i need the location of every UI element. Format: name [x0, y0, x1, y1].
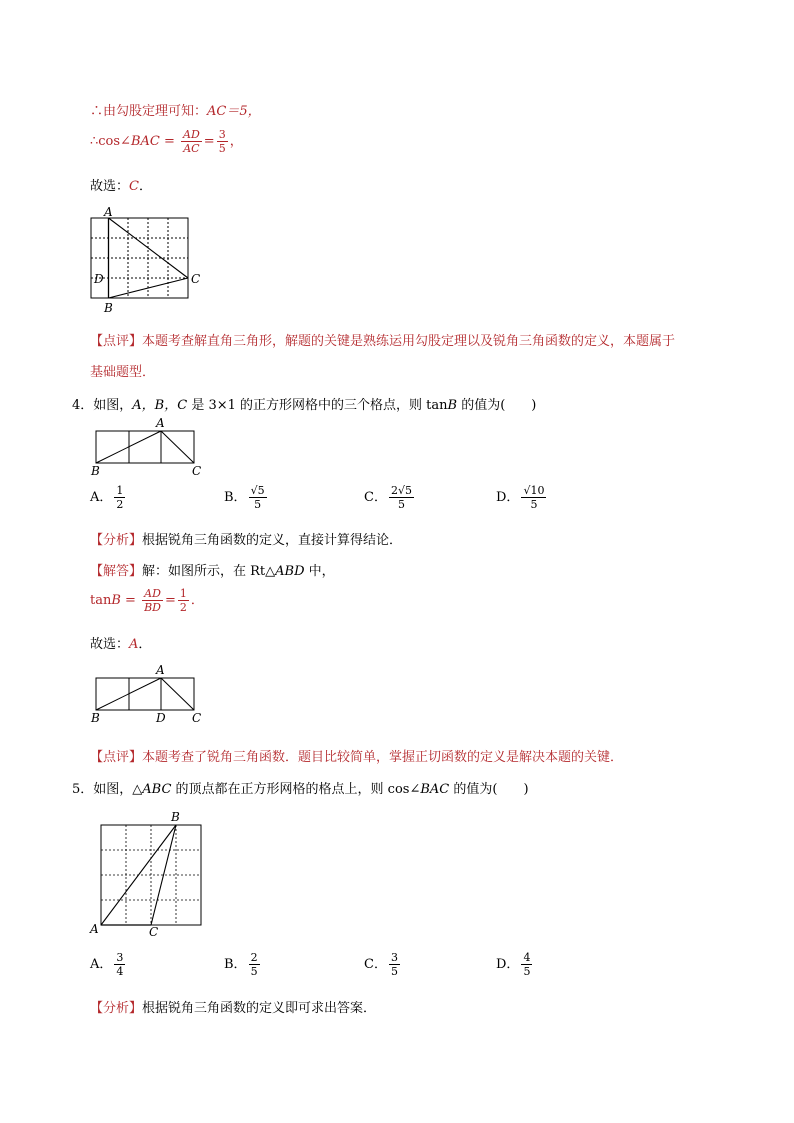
q5-number: 5．: [72, 782, 94, 797]
q4-option-a-num: 1: [116, 484, 124, 497]
q5-stem-angle: BAC: [420, 782, 450, 797]
prev-line2-end: ，: [229, 134, 243, 149]
prev-comment-tag: 【点评】: [90, 334, 143, 349]
q4s-side-ac: [161, 678, 194, 710]
prev-answer-line: [90, 175, 152, 194]
q4-option-d[interactable]: [496, 484, 548, 511]
q4-stem-vars: A，B，C: [132, 398, 188, 413]
prev-comment: [90, 330, 675, 349]
q5-analysis-tag: 【分析】: [90, 1001, 143, 1016]
q4-eq: =: [165, 593, 176, 608]
q4-analysis: [90, 529, 402, 548]
q4-option-b[interactable]: [224, 484, 269, 511]
q5-option-d-den: 5: [523, 965, 531, 978]
q4-option-c-den: 5: [397, 498, 405, 511]
q4-option-b-den: 5: [254, 498, 262, 511]
q5-grid-dashes: [101, 825, 201, 925]
q4s-label-a: A: [156, 663, 165, 677]
q4-comment-tag: 【点评】: [90, 750, 143, 765]
q5-option-b-frac: [249, 951, 260, 978]
prev-line1-text: ∴由勾股定理可知：: [90, 104, 208, 119]
q4-label-b: B: [91, 464, 100, 478]
q5-option-d[interactable]: [496, 951, 534, 978]
prev-cos-line: [90, 128, 243, 155]
prev-cos-eq: =: [159, 134, 180, 149]
q4-stem: [72, 394, 536, 413]
q5-stem-a: 如图，△: [93, 782, 143, 797]
q4-frac1-den: BD: [144, 601, 161, 614]
prev-frac1-num: AD: [183, 128, 200, 141]
prev-eq: =: [203, 134, 215, 149]
q5-figure: [88, 808, 208, 938]
q4-option-b-num: √5: [250, 484, 265, 497]
q4-choose-line: [90, 633, 151, 652]
q4-option-d-den: 5: [530, 498, 538, 511]
q5-side-ab: [101, 825, 176, 925]
q4-option-b-frac: [249, 484, 267, 511]
q5-option-a[interactable]: [90, 951, 127, 978]
q4-option-a-den: 2: [116, 498, 124, 511]
q5-option-a-den: 4: [116, 965, 124, 978]
q5-stem-b: 的顶点都在正方形网格的格点上，则 cos∠: [171, 782, 421, 797]
q4-tan-end: ．: [190, 593, 204, 608]
q5-option-a-frac: [114, 951, 125, 978]
q4-option-d-frac: [521, 484, 546, 511]
prev-answer-end: ．: [138, 179, 152, 194]
q5-option-d-num: 4: [523, 951, 531, 964]
q4-figure: [88, 415, 208, 480]
q4-tan-line: [90, 587, 204, 614]
q4-frac2-num: 1: [179, 587, 187, 600]
prev-frac-3-5: [217, 128, 228, 155]
q5-option-c-den: 5: [390, 965, 398, 978]
q4s-label-d: D: [156, 711, 166, 725]
q4s-label-c: C: [192, 711, 202, 725]
q5-option-b[interactable]: [224, 951, 262, 978]
q4-label-a: A: [156, 416, 165, 430]
q4-frac1-num: AD: [142, 587, 163, 601]
q5-option-a-letter: A．: [90, 957, 113, 972]
q4s-grid-frame: [96, 678, 194, 710]
q4-frac-ad-bd: [142, 587, 163, 614]
q5-label-a: A: [90, 922, 99, 936]
q4-label-c: C: [192, 464, 202, 478]
q4-stem-a: 如图，: [93, 398, 133, 413]
q4-choose-value: A: [129, 637, 139, 652]
prev-frac1-den: AC: [183, 142, 200, 155]
q4-option-d-letter: D．: [496, 490, 520, 505]
q4-analysis-text: 根据锐角三角函数的定义，直接计算得结论．: [142, 533, 403, 548]
q5-option-b-num: 2: [250, 951, 258, 964]
prev-label-a: A: [104, 205, 113, 219]
q5-option-c-frac: [389, 951, 400, 978]
q5-option-d-frac: [521, 951, 532, 978]
q4-option-a-letter: A．: [90, 490, 113, 505]
q5-stem: [72, 778, 529, 797]
q4-option-c[interactable]: [364, 484, 416, 511]
q4-tan-prefix: tan: [90, 593, 112, 608]
q4-frac-1-2: [178, 587, 189, 614]
q5-option-c-num: 3: [390, 951, 398, 964]
q5-stem-tri: ABC: [142, 782, 172, 797]
q4-tan-var: B: [111, 593, 121, 608]
prev-cos-angle: BAC: [130, 134, 160, 149]
q4-option-b-letter: B．: [224, 490, 247, 505]
q4s-label-b: B: [91, 711, 100, 725]
q5-option-d-letter: D．: [496, 957, 520, 972]
q4-stem-c: 的值为( ): [457, 398, 537, 413]
q4-tan-eq: =: [120, 593, 141, 608]
q5-option-b-den: 5: [250, 965, 258, 978]
prev-pythagoras-line: [90, 100, 261, 119]
q4-answer-tag: 【解答】: [90, 564, 143, 579]
prev-line1-eq: AC＝5，: [207, 104, 261, 119]
prev-answer-value: C: [129, 179, 139, 194]
q5-option-c-letter: C．: [364, 957, 387, 972]
q4-option-c-num: 2√5: [390, 484, 412, 497]
q4-frac2-den: 2: [179, 601, 187, 614]
prev-grid-figure: [85, 203, 215, 313]
q4-option-a[interactable]: [90, 484, 127, 511]
q4-grid-frame: [96, 431, 194, 463]
prev-answer-label: 故选：: [90, 179, 130, 194]
q4-comment-text: 本题考查了锐角三角函数．题目比较简单，掌握正切函数的定义是解决本题的关键．: [142, 750, 624, 765]
q4-comment: [90, 746, 623, 765]
q4-answer: [90, 560, 335, 579]
q5-option-b-letter: B．: [224, 957, 247, 972]
q4-number: 4．: [72, 398, 94, 413]
q5-option-a-num: 3: [116, 951, 124, 964]
prev-frac2-den: 5: [218, 142, 226, 155]
q4-stem-var2: B: [447, 398, 458, 413]
q4-side-ac: [161, 431, 194, 463]
q5-stem-c: 的值为( ): [449, 782, 529, 797]
q4-option-c-letter: C．: [364, 490, 387, 505]
prev-cos-prefix: ∴cos∠: [90, 134, 131, 149]
q4-answer-text-b: 中，: [304, 564, 335, 579]
prev-label-c: C: [191, 272, 201, 286]
prev-label-b: B: [104, 301, 113, 315]
q4-solution-figure: [88, 662, 208, 727]
q5-option-c[interactable]: [364, 951, 402, 978]
q4-analysis-tag: 【分析】: [90, 533, 143, 548]
q4-option-d-num: √10: [523, 484, 545, 497]
prev-label-d: D: [94, 272, 104, 286]
q4-option-c-frac: [389, 484, 414, 511]
q4-choose-label: 故选：: [90, 637, 130, 652]
q4-choose-end: ．: [138, 637, 152, 652]
q4-stem-b: 是 3×1 的正方形网格中的三个格点，则 tan: [187, 398, 448, 413]
prev-comment-text: 本题考查解直角三角形，解题的关键是熟练运用勾股定理以及锐角三角函数的定义，本题属于: [142, 334, 676, 349]
q4-option-a-frac: [114, 484, 125, 511]
q5-label-b: B: [171, 810, 180, 824]
q4-answer-tri: ABD: [275, 564, 305, 579]
q5-analysis: [90, 997, 376, 1016]
q5-label-c: C: [149, 925, 159, 939]
prev-frac2-num: 3: [218, 128, 226, 141]
prev-comment-cont: 基础题型．: [90, 365, 156, 380]
prev-frac-ad-ac: [181, 128, 202, 155]
q4-answer-text-a: 解：如图所示，在 Rt△: [142, 564, 276, 579]
q5-analysis-text: 根据锐角三角函数的定义即可求出答案．: [142, 1001, 377, 1016]
prev-grid-dashes: [91, 218, 188, 298]
